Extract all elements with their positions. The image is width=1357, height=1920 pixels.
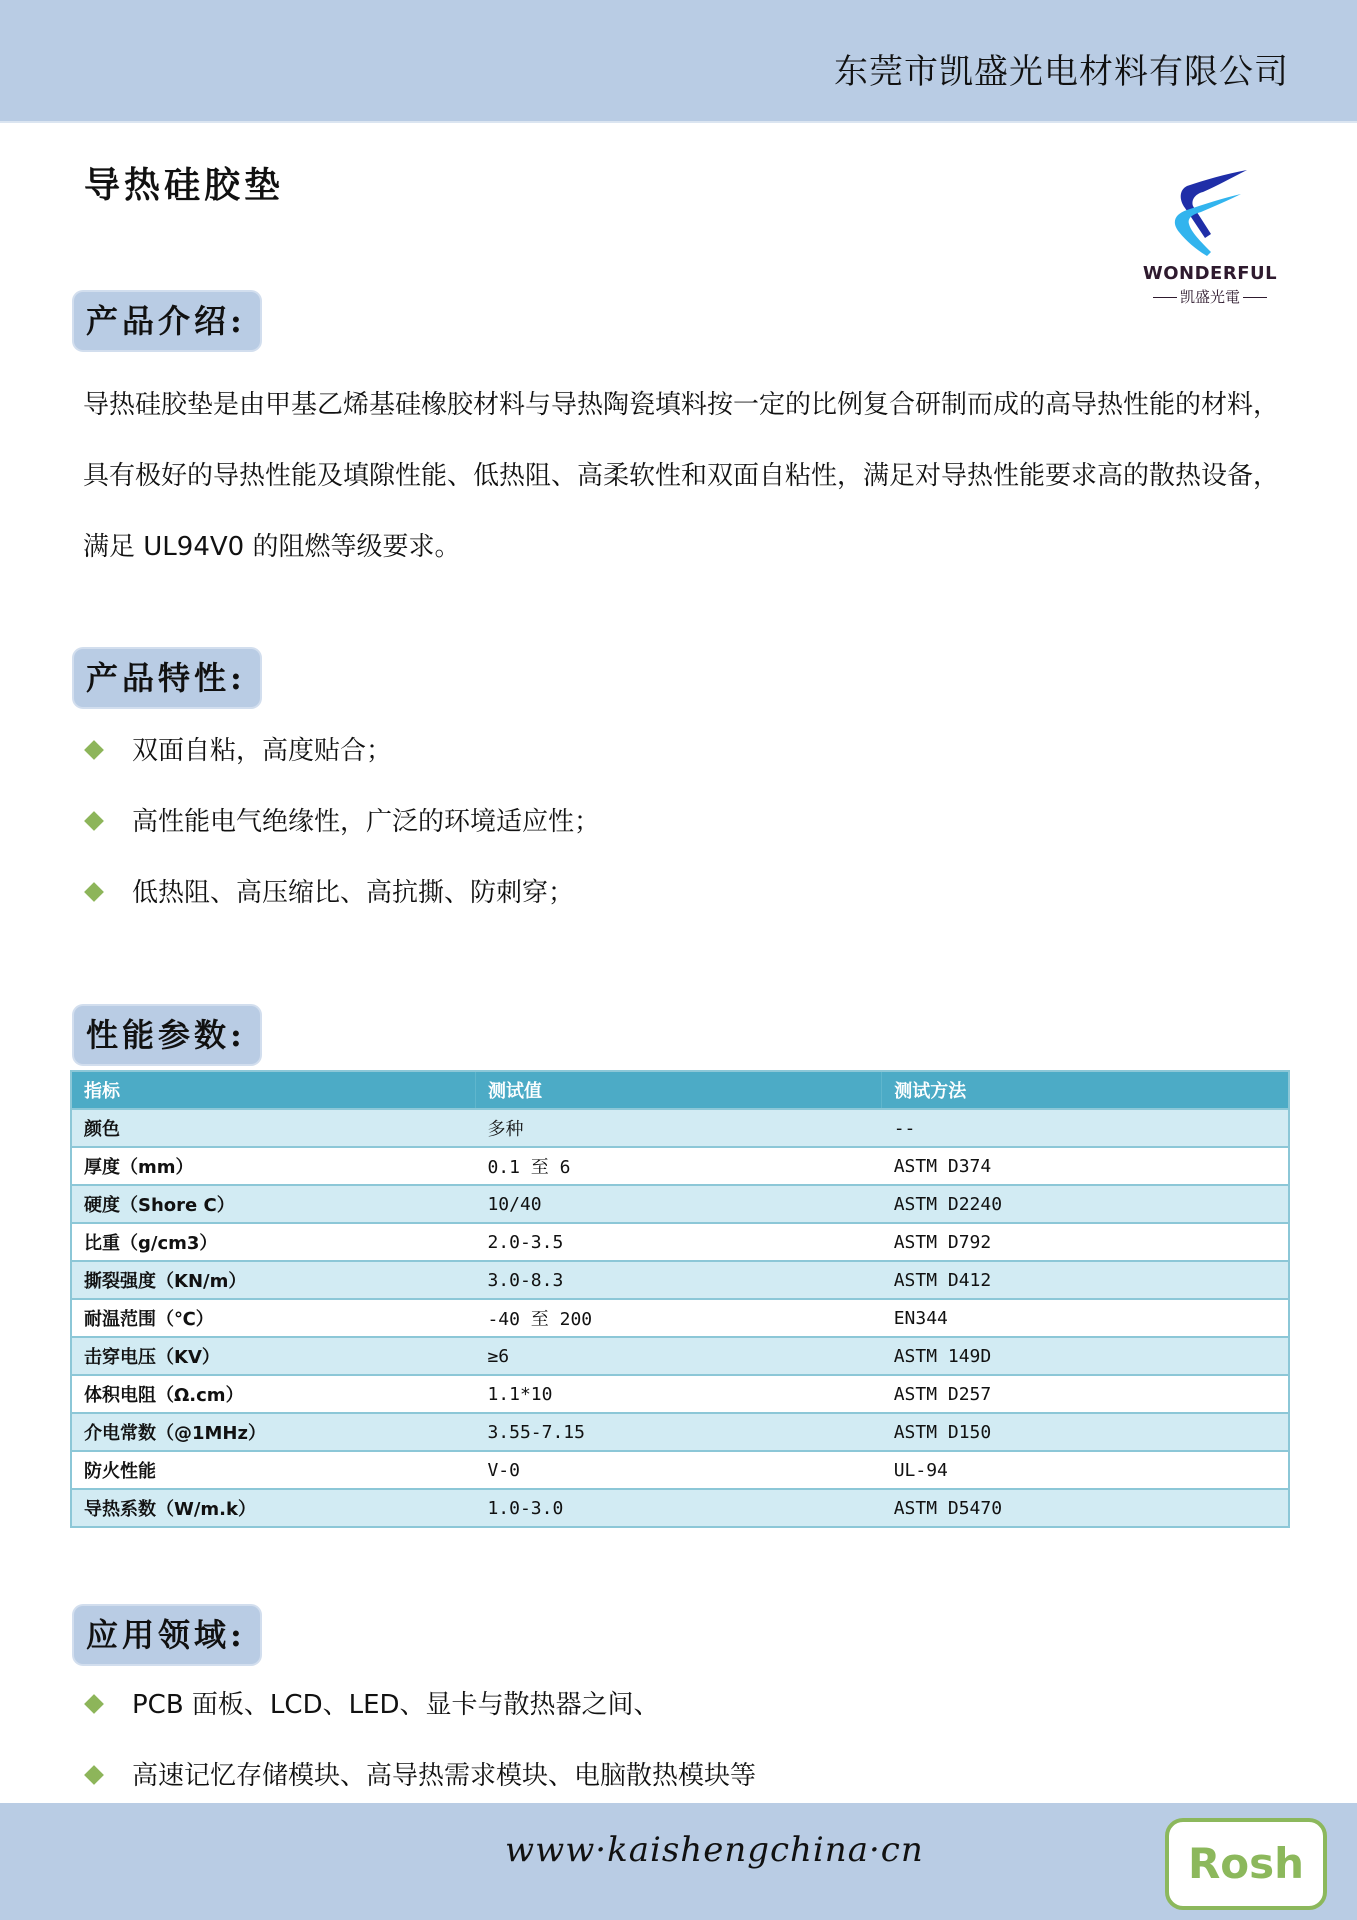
table-row [71, 1261, 1289, 1299]
list-item-text: 双面自粘，高度贴合； [132, 736, 393, 766]
table-row [71, 1109, 1289, 1147]
table-row [71, 1489, 1289, 1527]
list-item [84, 872, 600, 943]
cell-value: 2.0-3.5 [475, 1223, 881, 1261]
table-row [71, 1337, 1289, 1375]
cell-indicator: 体积电阻（Ω.cm） [71, 1375, 475, 1413]
list-item [84, 1684, 756, 1755]
cell-method: ASTM D374 [882, 1147, 1289, 1185]
column-header-test-method: 测试方法 [882, 1071, 1289, 1109]
list-item-text: 高速记忆存储模块、高导热需求模块、电脑散热模块等 [132, 1761, 757, 1791]
table-header-row [71, 1071, 1289, 1109]
logo-brand-en: WONDERFUL [1142, 263, 1278, 284]
cell-method: ASTM D5470 [882, 1489, 1289, 1527]
intro-paragraph: 导热硅胶垫是由甲基乙烯基硅橡胶材料与导热陶瓷填料按一定的比例复合研制而成的高导热性能的材料，具有极好的导热性能及填隙性能、低热阻、高柔软性和双面自粘性，满足对导热性能要求高的散热设备，满足 UL94V0 的阻燃等级要求。 [83, 390, 1280, 562]
logo-brand-cn-text: 凯盛光電 [1179, 288, 1240, 306]
cell-value: 3.0-8.3 [475, 1261, 881, 1299]
diamond-bullet-icon [84, 1694, 104, 1714]
logo-rule-left [1153, 297, 1177, 298]
cell-value: V-0 [475, 1451, 881, 1489]
diamond-bullet-icon [84, 740, 104, 760]
cell-method: ASTM D412 [882, 1261, 1289, 1299]
cell-indicator: 厚度（mm） [71, 1147, 475, 1185]
list-item-text: PCB 面板、LCD、LED、显卡与散热器之间、 [132, 1690, 660, 1720]
product-title: 导热硅胶垫 [84, 164, 285, 206]
cell-method: -- [882, 1109, 1289, 1147]
website-link[interactable]: www·kaishengchina·cn [505, 1830, 924, 1870]
cell-indicator: 耐温范围（℃） [71, 1299, 475, 1337]
cell-method: EN344 [882, 1299, 1289, 1337]
diamond-bullet-icon [84, 1765, 104, 1785]
rosh-badge: Rosh [1165, 1818, 1327, 1910]
list-item [84, 801, 600, 872]
list-item-text: 高性能电气绝缘性，广泛的环境适应性； [132, 807, 601, 837]
cell-value: 3.55-7.15 [475, 1413, 881, 1451]
logo-rule-right [1243, 297, 1267, 298]
section-heading-intro: 产品介绍: [74, 292, 260, 350]
cell-indicator: 撕裂强度（KN/m） [71, 1261, 475, 1299]
list-item [84, 730, 600, 801]
cell-indicator: 导热系数（W/m.k） [71, 1489, 475, 1527]
cell-indicator: 颜色 [71, 1109, 475, 1147]
company-logo [1135, 160, 1285, 310]
cell-method: ASTM D792 [882, 1223, 1289, 1261]
cell-value: 10/40 [475, 1185, 881, 1223]
cell-value: ≥6 [475, 1337, 881, 1375]
table-row [71, 1223, 1289, 1261]
header-band [0, 0, 1357, 123]
diamond-bullet-icon [84, 811, 104, 831]
company-name: 东莞市凯盛光电材料有限公司 [834, 52, 1289, 92]
logo-brand-cn [1135, 286, 1285, 307]
table-row [71, 1413, 1289, 1451]
cell-method: ASTM 149D [882, 1337, 1289, 1375]
table-row [71, 1375, 1289, 1413]
cell-value: -40 至 200 [475, 1299, 881, 1337]
cell-method: ASTM D2240 [882, 1185, 1289, 1223]
table-row [71, 1299, 1289, 1337]
features-list [84, 730, 600, 943]
bird-logo-icon [1165, 160, 1255, 260]
column-header-test-value: 测试值 [475, 1071, 881, 1109]
section-heading-applications: 应用领域: [74, 1606, 260, 1664]
spec-table [70, 1070, 1290, 1528]
cell-indicator: 比重（g/cm3） [71, 1223, 475, 1261]
table-row [71, 1185, 1289, 1223]
cell-method: ASTM D257 [882, 1375, 1289, 1413]
diamond-bullet-icon [84, 882, 104, 902]
table-row [71, 1451, 1289, 1489]
section-heading-features: 产品特性: [74, 649, 260, 707]
cell-indicator: 防火性能 [71, 1451, 475, 1489]
list-item-text: 低热阻、高压缩比、高抗撕、防刺穿； [132, 878, 575, 908]
cell-indicator: 击穿电压（KV） [71, 1337, 475, 1375]
cell-method: UL-94 [882, 1451, 1289, 1489]
footer-band [0, 1803, 1357, 1920]
cell-indicator: 硬度（Shore C） [71, 1185, 475, 1223]
cell-value: 多种 [475, 1109, 881, 1147]
section-heading-specs: 性能参数: [74, 1006, 260, 1064]
cell-value: 1.1*10 [475, 1375, 881, 1413]
cell-indicator: 介电常数（@1MHz） [71, 1413, 475, 1451]
column-header-indicator: 指标 [71, 1071, 475, 1109]
cell-value: 0.1 至 6 [475, 1147, 881, 1185]
table-row [71, 1147, 1289, 1185]
cell-value: 1.0-3.0 [475, 1489, 881, 1527]
cell-method: ASTM D150 [882, 1413, 1289, 1451]
